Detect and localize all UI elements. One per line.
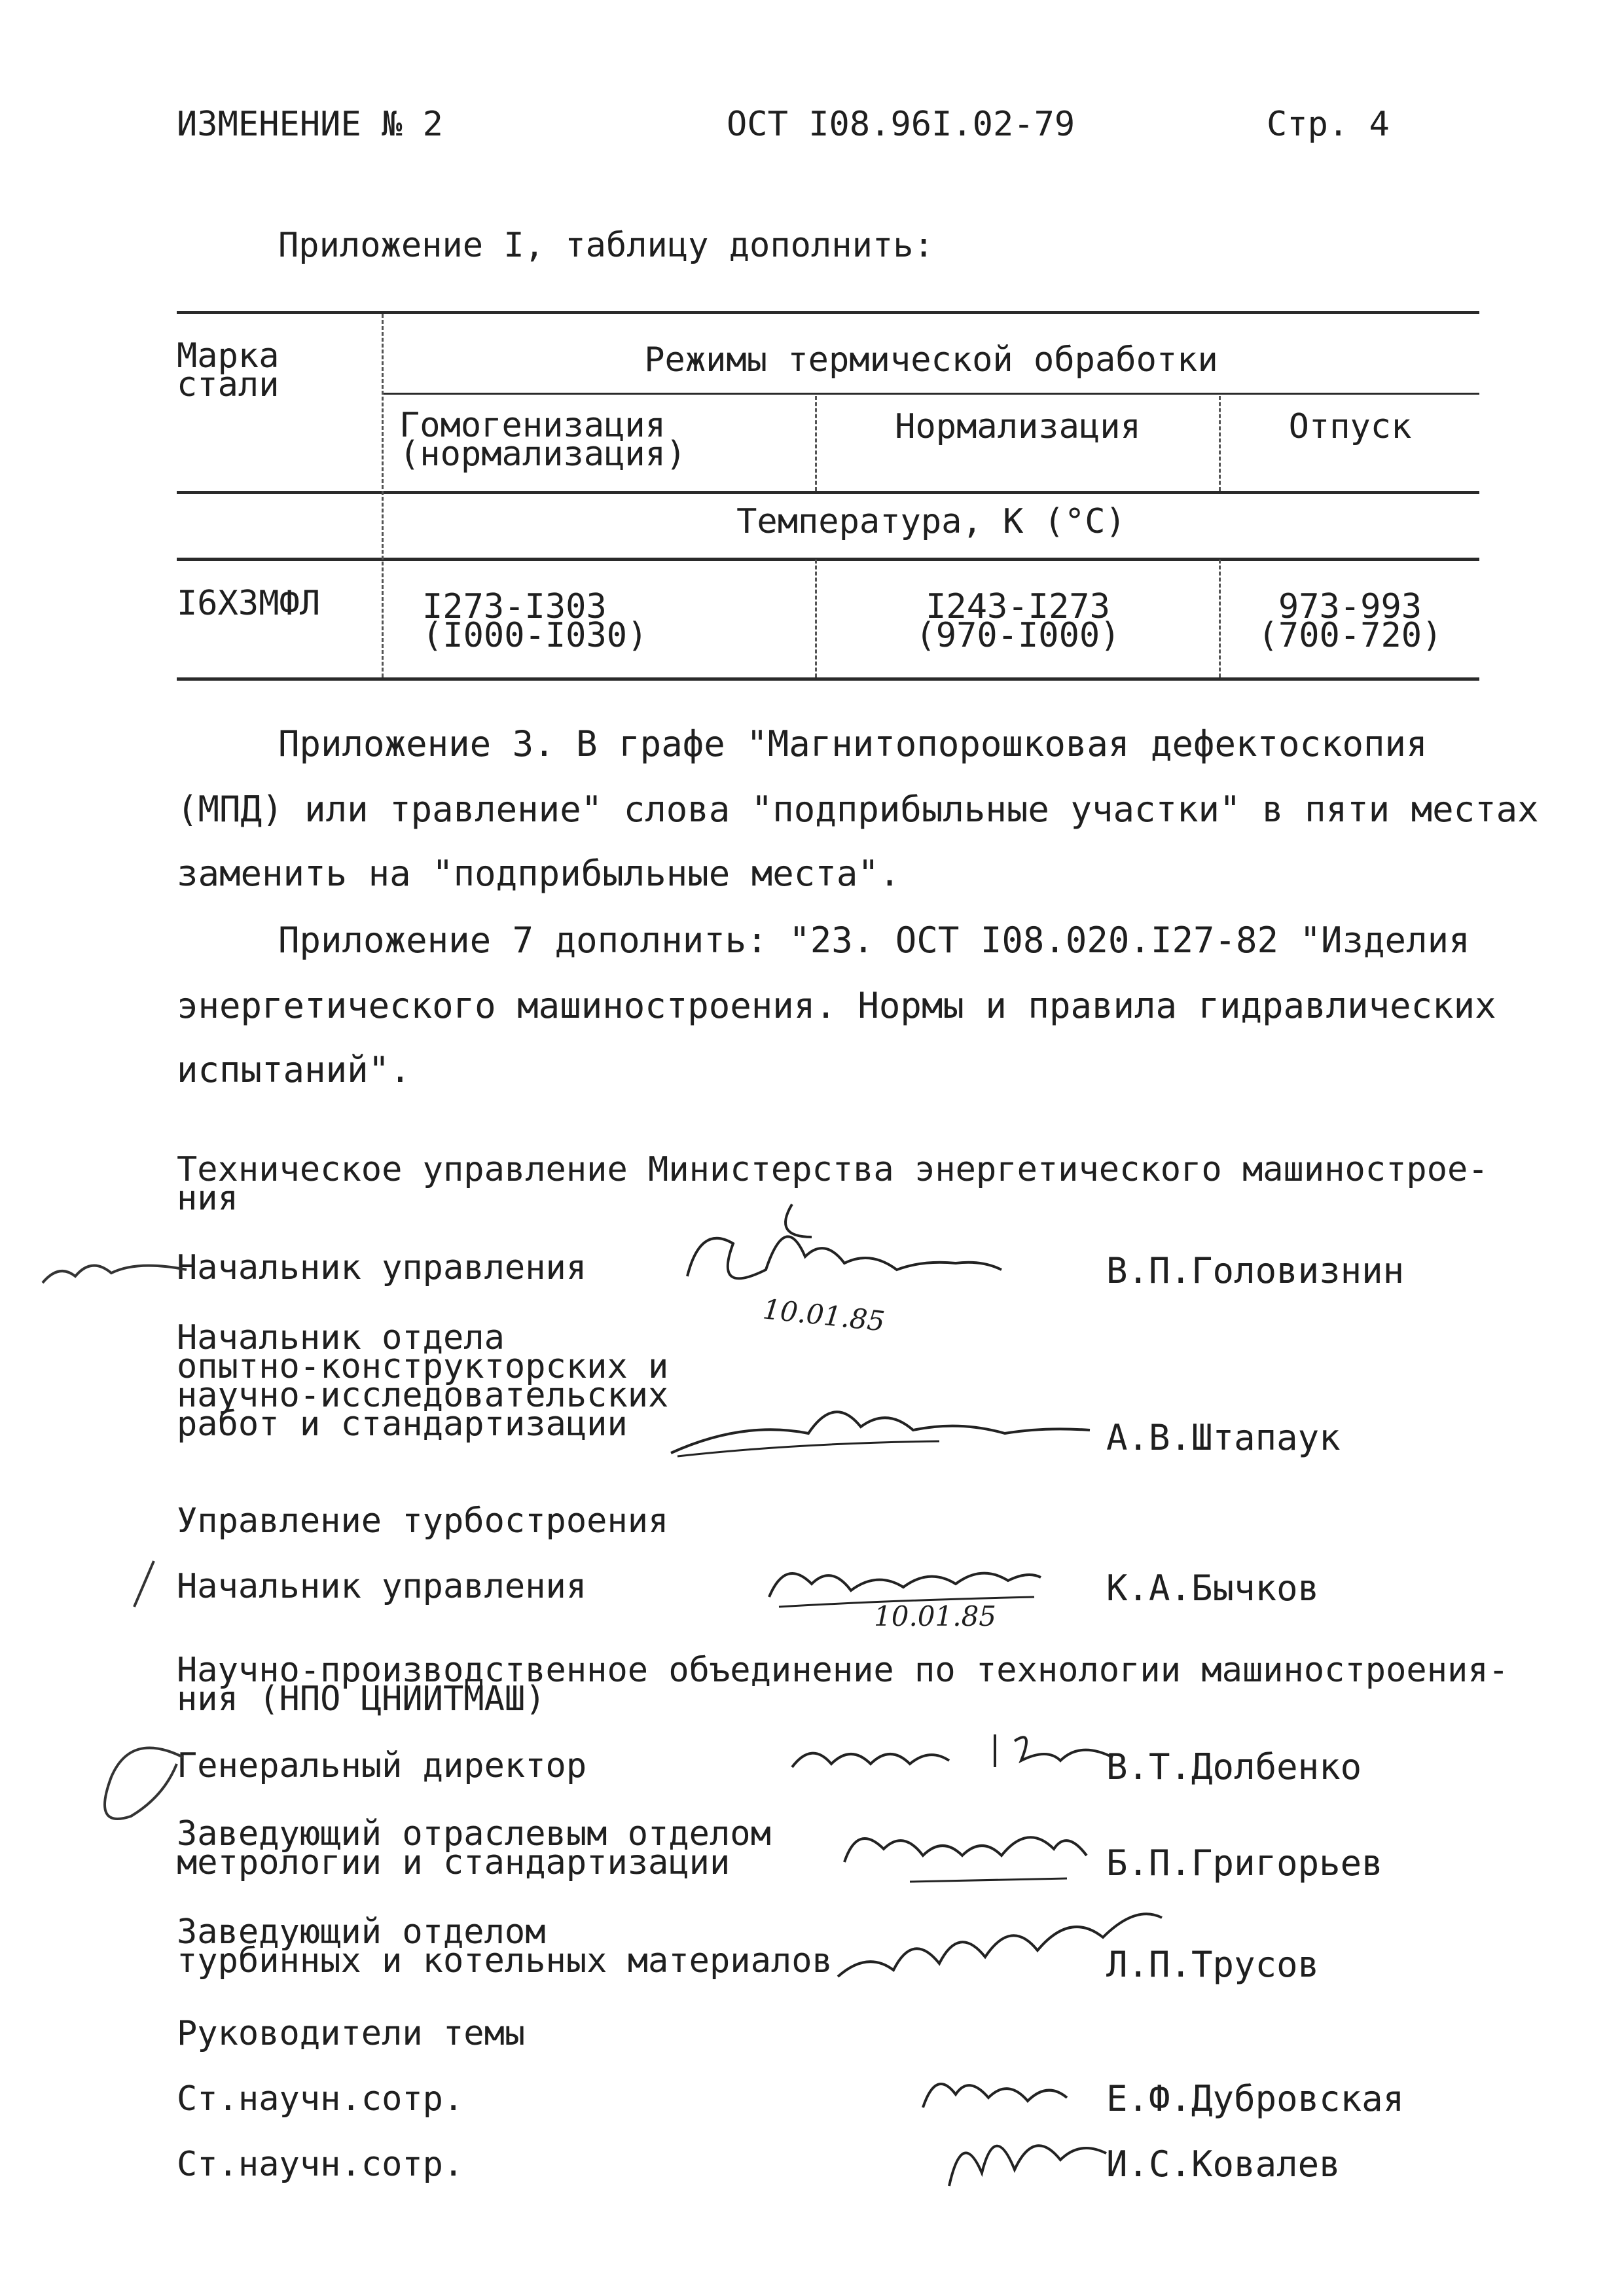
signature-dolbenko (785, 1721, 1126, 1793)
org2-head-name: К.А.Бычков (1106, 1568, 1320, 1609)
grade-cell: I6Х3МФЛ (177, 584, 321, 623)
signature-date-1: 10.01.85 (761, 1293, 887, 1338)
metrology-name: Б.П.Григорьев (1106, 1842, 1383, 1884)
col-normalization-header: Нормализация (895, 407, 1141, 446)
signature-dubrovskaya-kovalev (910, 2062, 1119, 2193)
standard-number: ОСТ I08.96I.02-79 (727, 105, 1075, 144)
signature-trusov (828, 1885, 1168, 1996)
change-number: ИЗМЕНЕНИЕ № 2 (177, 105, 443, 144)
signature-date-2: 10.01.85 (874, 1600, 997, 1632)
researcher2-name: И.С.Ковалев (1106, 2144, 1341, 2185)
tempering-cell: 973-993 (700-720) (1257, 587, 1443, 655)
org-npo-cniitmash: Научно-производственное объединение по технологии машиностроения- ния (НПО ЦНИИТМАШ) (177, 1651, 1509, 1719)
group-header: Режимы термической обработки (644, 340, 1218, 380)
signature-shtapauk (664, 1381, 1096, 1466)
researcher1-name: Е.Ф.Дубровская (1106, 2078, 1405, 2119)
table-bottom-rule (177, 677, 1479, 681)
materials-title: Заведующий отделом турбинных и котельных материалов (177, 1912, 833, 1981)
units-row: Температура, К (°С) (736, 502, 1126, 541)
col-homogenization-header: Гомогенизация (нормализация) (399, 406, 687, 474)
table-header-rule (177, 491, 1479, 494)
intro-text: Приложение I, таблицу дополнить: (278, 226, 934, 265)
org1-head-title: Начальник управления (177, 1248, 587, 1287)
homogenization-cell: I273-I303 (I000-I030) (422, 587, 648, 655)
col-grade-header: Марка стали (177, 336, 280, 404)
director-title: Генеральный директор (177, 1746, 587, 1785)
org1-head-name: В.П.Головизнин (1106, 1250, 1405, 1291)
margin-mark-1 (39, 1237, 190, 1296)
table-top-rule (177, 311, 1479, 314)
dept-head-name: А.В.Штапаук (1106, 1417, 1341, 1458)
table-units-rule (177, 558, 1479, 561)
table-group-rule (383, 393, 1479, 395)
org-technical-department: Техническое управление Министерства энергетического машинострое- ния (177, 1150, 1489, 1218)
org2-head-title: Начальник управления (177, 1567, 587, 1606)
page-number: Стр. 4 (1267, 105, 1390, 144)
normalization-cell: I243-I273 (970-I000) (915, 587, 1121, 655)
col-tempering-header: Отпуск (1288, 407, 1412, 446)
director-name: В.Т.Долбенко (1106, 1746, 1362, 1787)
topic-leads-label: Руководители темы (177, 2014, 526, 2053)
metrology-title: Заведующий отраслевым отделом метрологии и стандартизации (177, 1814, 771, 1882)
researcher2-title: Ст.научн.сотр. (177, 2145, 464, 2184)
researcher1-title: Ст.научн.сотр. (177, 2079, 464, 2119)
org-turbine-department: Управление турбостроения (177, 1501, 669, 1541)
materials-name: Л.П.Трусов (1106, 1944, 1320, 1985)
dept-head-title: Начальник отдела опытно-конструкторских и научно-исследовательских работ и стандартизации (177, 1318, 669, 1444)
margin-mark-3 (72, 1718, 190, 1849)
table-vline-2a (815, 396, 817, 491)
margin-mark-2 (128, 1558, 160, 1610)
table-vline-3a (1219, 396, 1221, 491)
